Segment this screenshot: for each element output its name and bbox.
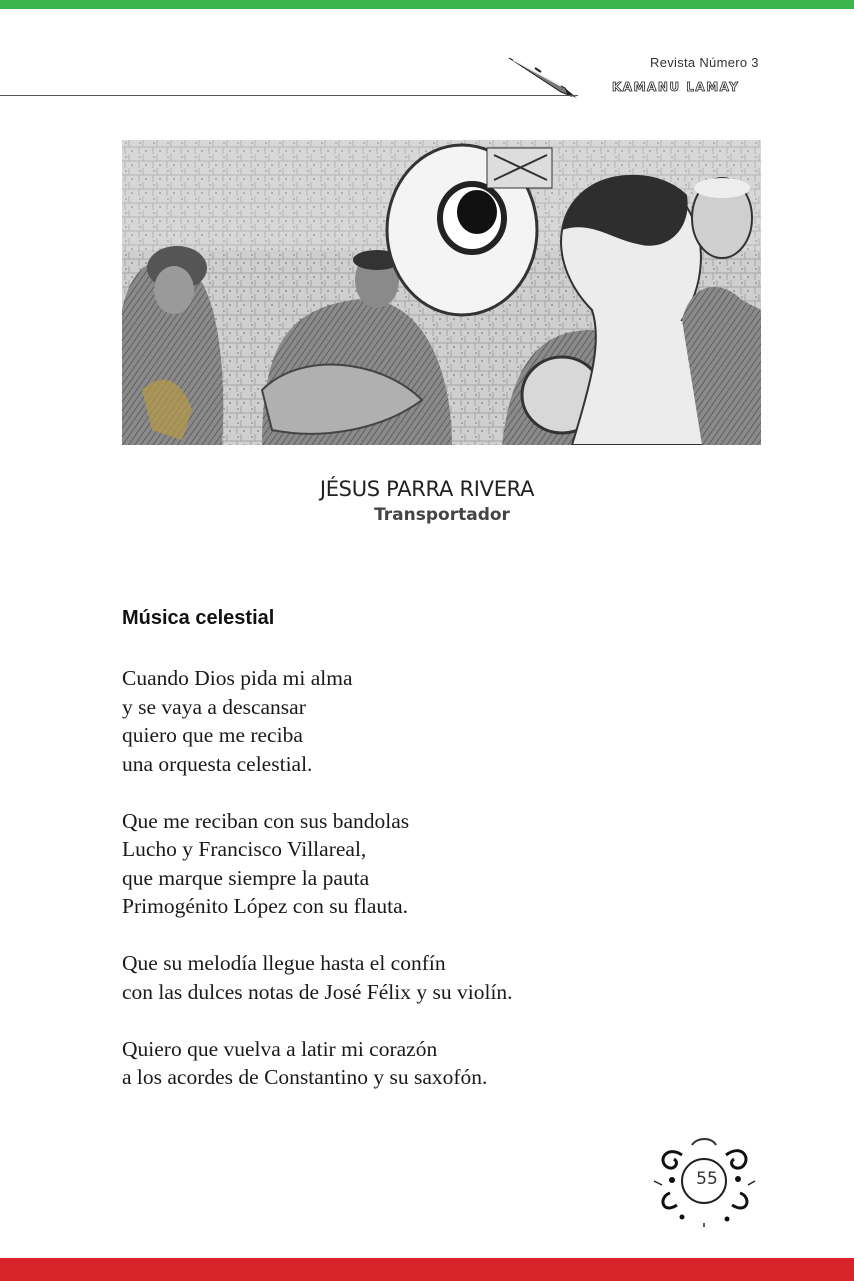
poem-line: Que me reciban con sus bandolas xyxy=(122,808,410,833)
poem-line: Lucho y Francisco Villareal, xyxy=(122,837,367,861)
poem-line: y se vaya a descansar xyxy=(122,694,306,719)
poem-line: que marque siempre la pauta xyxy=(122,865,370,890)
poem-line: con las dulces notas de José Félix y su violín. xyxy=(122,979,513,1004)
poem-line: Cuando Dios pida mi alma xyxy=(122,666,353,690)
stanza-4 xyxy=(122,1035,722,1092)
author-role: Transportador xyxy=(374,505,510,525)
poem-line: Quiero que vuelva a latir mi corazón xyxy=(122,1036,438,1061)
top-accent-bar xyxy=(0,0,854,9)
stanza-3 xyxy=(122,949,722,1006)
bottom-accent-bar xyxy=(0,1258,854,1281)
poem-line: Que su melodía llegue hasta el confín xyxy=(122,951,446,975)
poem-line: Primogénito López con su flauta. xyxy=(122,894,408,918)
author-name: JÉSUS PARRA RIVERA xyxy=(319,477,535,501)
page-number: 55 xyxy=(696,1169,718,1189)
poem-line: quiero que me reciba xyxy=(122,723,303,747)
poem-line: una orquesta celestial. xyxy=(122,751,313,776)
poem-line: a los acordes de Constantino y su saxofón. xyxy=(122,1065,488,1089)
issue-label: Revista Número 3 xyxy=(650,55,759,70)
stanza-1 xyxy=(122,664,722,778)
stanza-2 xyxy=(122,807,722,921)
header-rule xyxy=(0,95,578,96)
magazine-logo: KAMANU LAMAY xyxy=(612,80,740,94)
fountain-pen-icon xyxy=(505,52,580,100)
poem-title: Música celestial xyxy=(122,607,275,629)
musicians-photo xyxy=(122,140,761,445)
poem-body xyxy=(122,664,722,1120)
